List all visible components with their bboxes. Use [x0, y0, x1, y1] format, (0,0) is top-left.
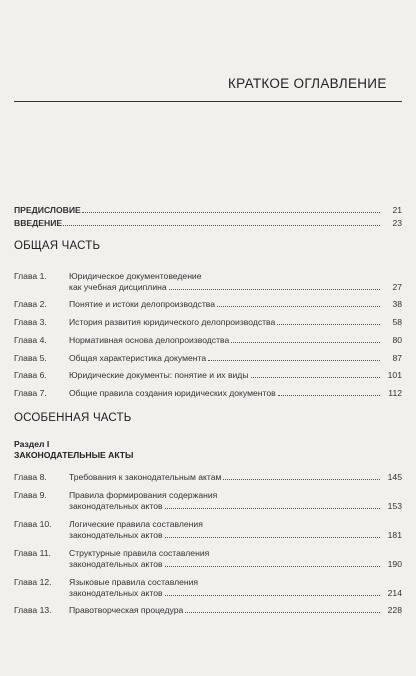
dot-leader	[14, 588, 382, 599]
dot-leader	[14, 370, 382, 381]
page-number: 181	[387, 530, 402, 540]
chapter-title: Общие правила создания юридических документов	[69, 388, 276, 398]
dot-leader	[14, 205, 382, 216]
chapter-label: Глава 5.	[14, 353, 47, 363]
chapter-title: Правила формирования содержания	[69, 490, 218, 500]
page-number: 190	[387, 559, 402, 569]
dot-leader	[14, 530, 382, 541]
dot-leader	[14, 353, 382, 364]
chapter-label: Глава 11.	[14, 548, 51, 558]
toc-entry	[14, 271, 402, 293]
page-number: 23	[392, 218, 402, 228]
page-number: 27	[392, 282, 402, 292]
table-of-contents	[14, 0, 402, 676]
toc-entry	[14, 335, 402, 346]
chapter-label: Глава 7.	[14, 388, 47, 398]
chapter-title-cont: законодательных актов	[69, 501, 163, 511]
dot-leader	[14, 501, 382, 512]
dot-leader	[14, 299, 382, 310]
section-title: ЗАКОНОДАТЕЛЬНЫЕ АКТЫ	[14, 450, 134, 460]
part-heading: ОСОБЕННАЯ ЧАСТЬ	[14, 412, 132, 424]
toc-entry	[14, 490, 402, 512]
toc-entry	[14, 299, 402, 310]
chapter-label: Глава 13.	[14, 605, 52, 615]
toc-entry	[14, 577, 402, 599]
chapter-title-cont: как учебная дисциплина	[69, 282, 167, 292]
chapter-label: Глава 6.	[14, 370, 47, 380]
chapter-title: Языковые правила составления	[69, 577, 199, 587]
front-matter-title: ПРЕДИСЛОВИЕ	[14, 205, 81, 215]
dot-leader	[14, 388, 382, 399]
chapter-label: Глава 2.	[14, 299, 47, 309]
dot-leader	[14, 317, 382, 328]
chapter-title-cont: законодательных актов	[69, 530, 163, 540]
page-number: 228	[387, 605, 402, 615]
page-number: 153	[387, 501, 402, 511]
front-matter-title: ВВЕДЕНИЕ	[14, 218, 63, 228]
page-number: 38	[392, 299, 402, 309]
toc-entry	[14, 317, 402, 328]
chapter-label: Глава 1.	[14, 271, 47, 281]
chapter-label: Глава 8.	[14, 472, 47, 482]
page-number: 145	[387, 472, 402, 482]
chapter-title: Понятие и истоки делопроизводства	[69, 299, 216, 309]
chapter-title: Общая характеристика документа	[69, 353, 207, 363]
section-label: Раздел I	[14, 439, 50, 449]
chapter-title: Юридическое документоведение	[69, 271, 202, 281]
chapter-title: Требования к законодательным актам	[69, 472, 222, 482]
toc-entry	[14, 605, 402, 616]
chapter-title-cont: законодательных актов	[69, 588, 163, 598]
chapter-label: Глава 10.	[14, 519, 52, 529]
chapter-title-cont: законодательных актов	[69, 559, 163, 569]
toc-entry	[14, 548, 402, 570]
chapter-title: Нормативная основа делопроизводства	[69, 335, 230, 345]
toc-entry	[14, 388, 402, 399]
page-number: 101	[387, 370, 402, 380]
dot-leader	[14, 559, 382, 570]
page-number: 80	[392, 335, 402, 345]
chapter-title: Структурные правила составления	[69, 548, 210, 558]
chapter-label: Глава 4.	[14, 335, 47, 345]
part-heading: ОБЩАЯ ЧАСТЬ	[14, 240, 101, 252]
toc-entry	[14, 519, 402, 541]
page-number: 112	[388, 388, 402, 398]
page-number: 58	[392, 317, 402, 327]
toc-entry	[14, 472, 402, 483]
chapter-title: Логические правила составления	[69, 519, 203, 529]
chapter-label: Глава 3.	[14, 317, 47, 327]
dot-leader	[14, 472, 382, 483]
page-number: 21	[392, 205, 402, 215]
chapter-title: Правотворческая процедура	[69, 605, 184, 615]
chapter-title: Юридические документы: понятие и их виды	[69, 370, 249, 380]
chapter-title: История развития юридического делопроизводства	[69, 317, 276, 327]
toc-entry	[14, 218, 402, 229]
dot-leader	[14, 218, 382, 229]
page-title: КРАТКОЕ ОГЛАВЛЕНИЕ	[228, 76, 387, 91]
dot-leader	[14, 605, 382, 616]
dot-leader	[14, 282, 382, 293]
page-number: 214	[387, 588, 402, 598]
toc-entry	[14, 353, 402, 364]
chapter-label: Глава 9.	[14, 490, 47, 500]
toc-entry	[14, 370, 402, 381]
toc-entry	[14, 205, 402, 216]
page-number: 87	[392, 353, 402, 363]
chapter-label: Глава 12.	[14, 577, 52, 587]
dot-leader	[14, 335, 382, 346]
